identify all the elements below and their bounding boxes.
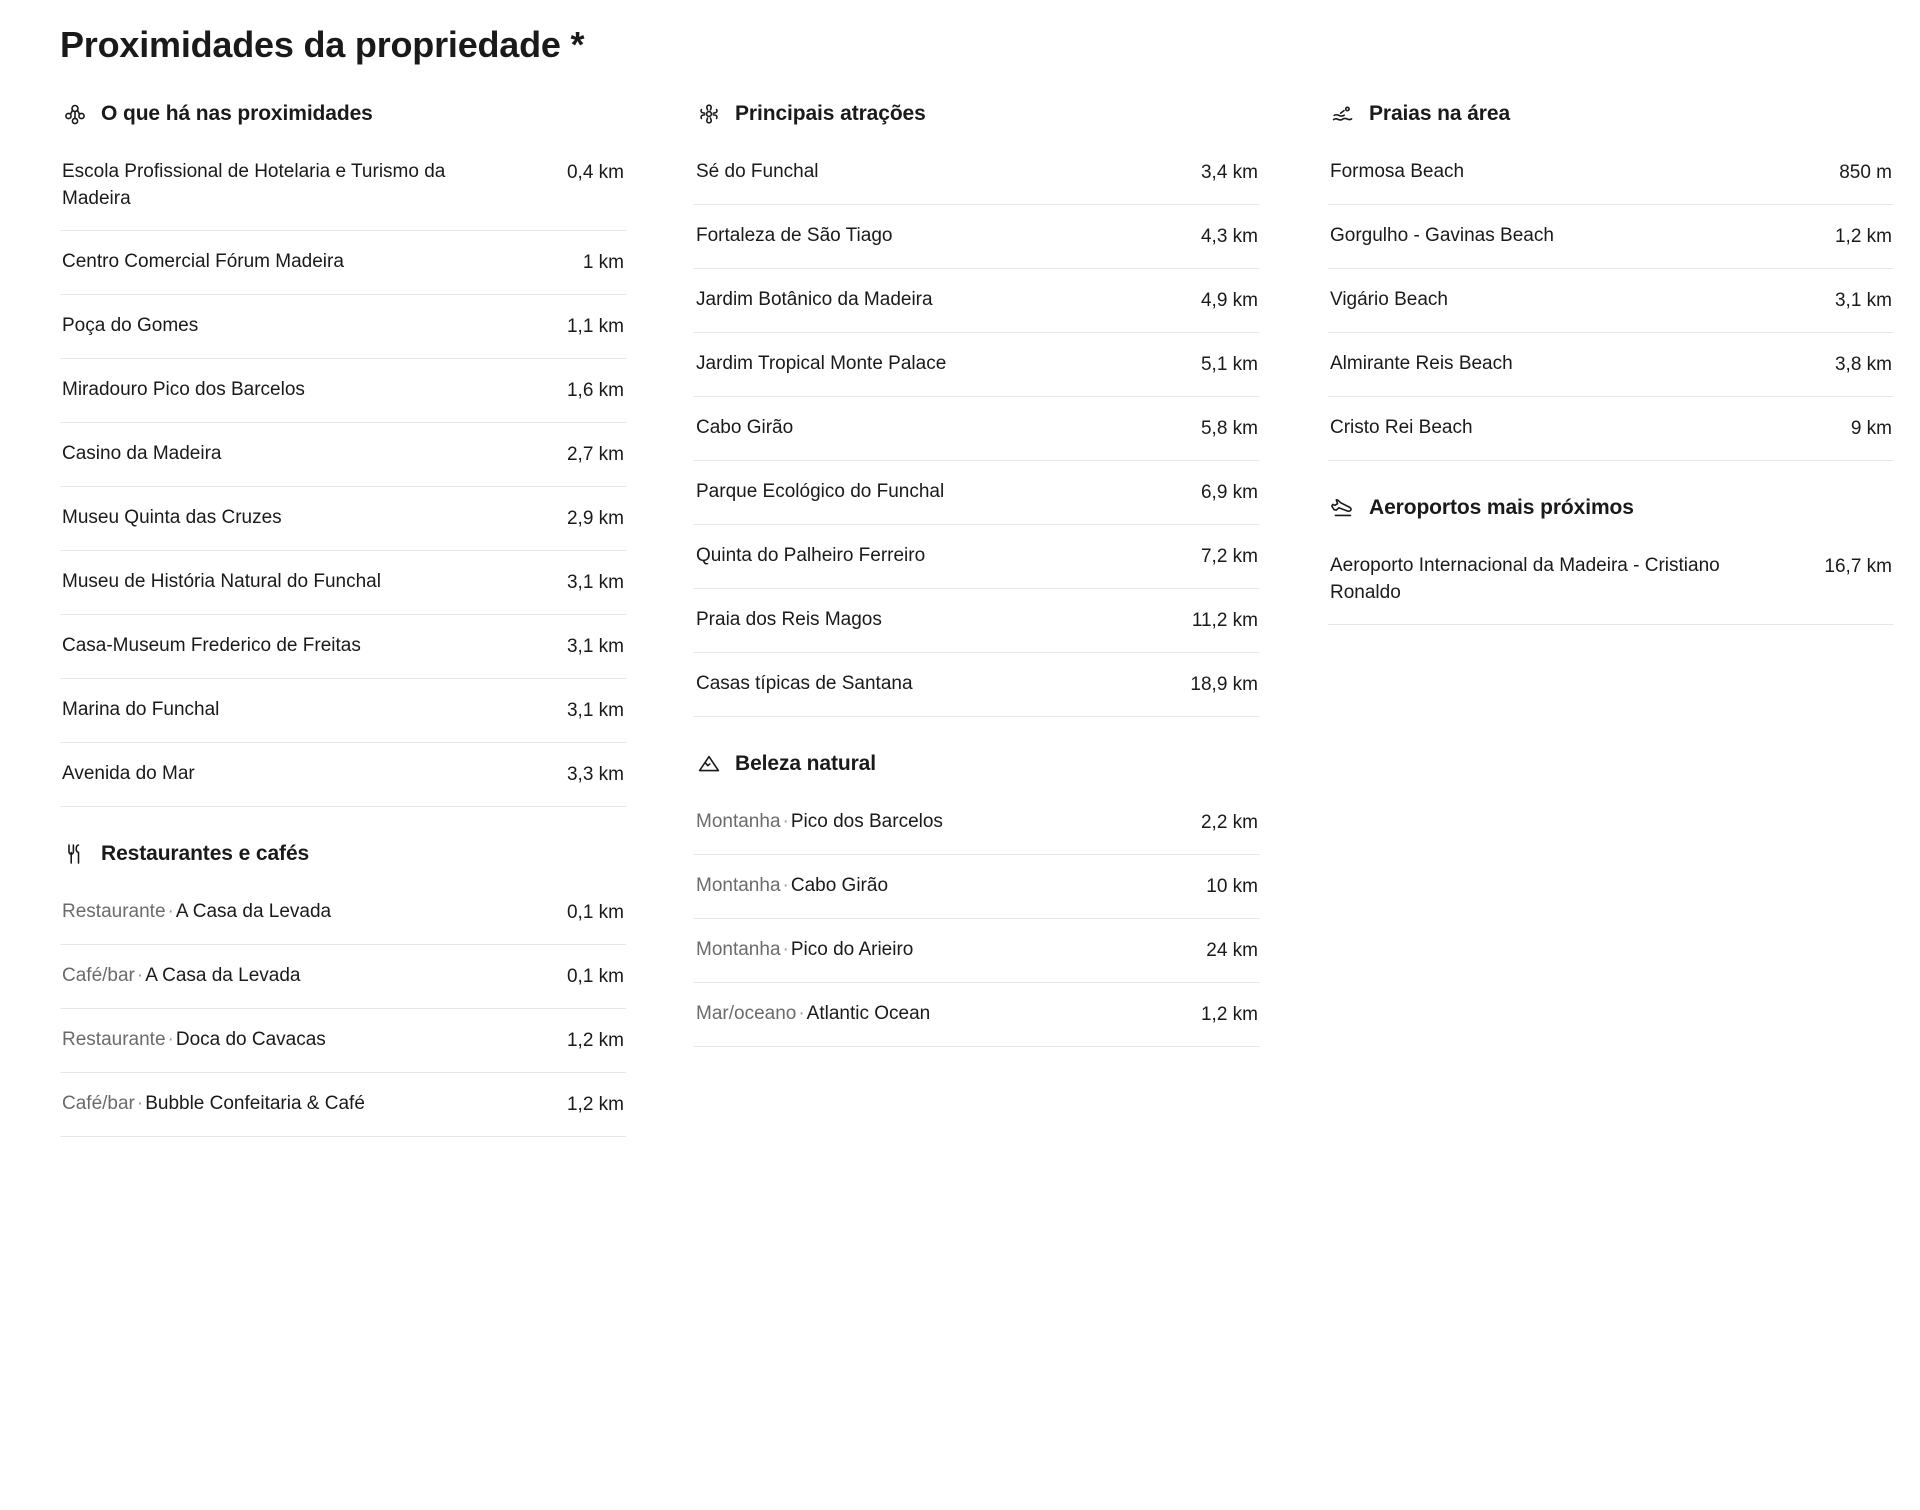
- item-name: [696, 937, 913, 964]
- list-item[interactable]: [1328, 141, 1894, 205]
- item-name: Cabo Girão: [696, 416, 794, 438]
- item-label: A Casa da Levada: [145, 964, 301, 986]
- item-name: Praia dos Reis Magos: [696, 608, 882, 630]
- group-header: [60, 841, 626, 867]
- item-distance: 10 km: [1206, 875, 1258, 897]
- group-title: Restaurantes e cafés: [101, 841, 310, 865]
- list-item[interactable]: [60, 295, 626, 359]
- separator: ·: [782, 810, 789, 832]
- list-item[interactable]: [60, 551, 626, 615]
- separator: ·: [782, 874, 789, 896]
- group-header: [694, 101, 1260, 127]
- list-item[interactable]: [694, 983, 1260, 1047]
- column-nearby: [60, 101, 626, 1155]
- item-name: [696, 873, 888, 900]
- item-label: Pico do Arieiro: [790, 938, 914, 960]
- list-item[interactable]: [60, 945, 626, 1009]
- item-distance: 1,2 km: [1200, 1003, 1258, 1025]
- list-item[interactable]: [694, 525, 1260, 589]
- page-title: Proximidades da propriedade *: [60, 24, 585, 65]
- item-name: Aeroporto Internacional da Madeira - Cristiano Ronaldo: [1330, 554, 1720, 603]
- item-distance: 0,1 km: [566, 965, 624, 987]
- item-distance: 16,7 km: [1824, 555, 1892, 577]
- list-natural-beauty: [694, 791, 1260, 1047]
- item-distance: 5,1 km: [1200, 353, 1258, 375]
- separator: ·: [167, 900, 174, 922]
- item-distance: 3,1 km: [566, 699, 624, 721]
- item-distance: 11,2 km: [1191, 609, 1258, 631]
- item-label: Doca do Cavacas: [175, 1028, 326, 1050]
- item-type: Café/bar: [62, 964, 135, 986]
- group-title: Principais atrações: [735, 102, 926, 125]
- item-distance: 4,3 km: [1200, 225, 1258, 247]
- group-o-que-ha-nas-proximidades: [60, 101, 626, 807]
- item-type: Restaurante: [62, 1028, 166, 1050]
- group-header: [1328, 495, 1894, 521]
- item-name: Marina do Funchal: [62, 698, 220, 720]
- list-item[interactable]: [1328, 397, 1894, 461]
- group-title: Beleza natural: [735, 751, 876, 775]
- list-item[interactable]: [60, 679, 626, 743]
- item-name: [62, 963, 301, 990]
- mountain-icon: [696, 751, 722, 777]
- item-distance: 24 km: [1206, 939, 1258, 961]
- list-airports: [1328, 535, 1894, 625]
- list-item[interactable]: [60, 1073, 626, 1137]
- item-distance: 2,2 km: [1200, 811, 1258, 833]
- item-distance: 1 km: [582, 251, 624, 273]
- item-distance: 4,9 km: [1200, 289, 1258, 311]
- item-type: Café/bar: [62, 1092, 135, 1114]
- list-item[interactable]: [60, 359, 626, 423]
- list-item[interactable]: [60, 881, 626, 945]
- surroundings-columns: [60, 101, 1892, 1155]
- item-name: Quinta do Palheiro Ferreiro: [696, 544, 926, 566]
- item-name: Jardim Tropical Monte Palace: [696, 352, 947, 374]
- item-distance: 7,2 km: [1200, 545, 1258, 567]
- group-title: O que há nas proximidades: [101, 102, 373, 125]
- item-name: Vigário Beach: [1330, 288, 1448, 310]
- item-distance: 3,1 km: [566, 571, 624, 593]
- item-distance: 3,8 km: [1834, 353, 1892, 375]
- item-distance: 5,8 km: [1200, 417, 1258, 439]
- item-type: Montanha: [696, 938, 781, 960]
- list-item[interactable]: [694, 589, 1260, 653]
- item-name: Casino da Madeira: [62, 442, 222, 464]
- item-distance: 850 m: [1839, 162, 1892, 183]
- item-distance: 2,9 km: [566, 507, 624, 529]
- item-name: [62, 1091, 365, 1118]
- group-beleza-natural: [694, 751, 1260, 1047]
- item-name: Casas típicas de Santana: [696, 672, 913, 694]
- list-item[interactable]: [60, 423, 626, 487]
- group-header: [60, 101, 626, 127]
- group-title: Praias na área: [1369, 102, 1511, 125]
- item-distance: 1,2 km: [566, 1029, 624, 1051]
- group-header: [694, 751, 1260, 777]
- list-beaches: [1328, 141, 1894, 461]
- column-beaches-airports: [1328, 101, 1894, 643]
- item-distance: 1,1 km: [566, 315, 624, 337]
- column-attractions: [694, 101, 1260, 1065]
- list-item[interactable]: [60, 615, 626, 679]
- item-distance: 9 km: [1850, 417, 1892, 439]
- group-principais-atracoes: [694, 101, 1260, 717]
- list-item[interactable]: [1328, 535, 1894, 625]
- item-name: Jardim Botânico da Madeira: [696, 288, 933, 310]
- separator: ·: [167, 1028, 174, 1050]
- group-aeroportos-mais-proximos: [1328, 495, 1894, 625]
- item-name: Museu de História Natural do Funchal: [62, 570, 381, 592]
- list-attractions: [694, 141, 1260, 717]
- list-item[interactable]: [60, 141, 626, 231]
- group-praias-na-area: [1328, 101, 1894, 461]
- item-distance: 3,3 km: [566, 763, 624, 785]
- group-header: [1328, 101, 1894, 127]
- item-name: Centro Comercial Fórum Madeira: [62, 250, 344, 272]
- item-name: [62, 1027, 326, 1054]
- item-name: Miradouro Pico dos Barcelos: [62, 378, 305, 400]
- item-name: Formosa Beach: [1330, 161, 1465, 182]
- list-item[interactable]: [694, 919, 1260, 983]
- item-distance: 1,2 km: [1834, 225, 1892, 247]
- airplane-icon: [1330, 495, 1356, 521]
- item-name: Almirante Reis Beach: [1330, 352, 1513, 374]
- separator: ·: [136, 964, 144, 986]
- item-distance: 18,9 km: [1190, 673, 1258, 695]
- group-restaurantes-e-cafes: [60, 841, 626, 1137]
- list-nearby: [60, 141, 626, 807]
- item-type: Mar/oceano: [696, 1002, 797, 1024]
- item-type: Restaurante: [62, 900, 166, 922]
- item-label: Bubble Confeitaria & Café: [145, 1092, 365, 1114]
- separator: ·: [798, 1002, 805, 1024]
- list-item[interactable]: [694, 855, 1260, 919]
- item-type: Montanha: [696, 874, 781, 896]
- item-name: Sé do Funchal: [696, 161, 819, 182]
- list-item[interactable]: [694, 461, 1260, 525]
- item-name: [696, 1001, 930, 1028]
- item-distance: 3,4 km: [1200, 162, 1258, 183]
- landmark-icon: [696, 101, 722, 127]
- item-name: [696, 809, 943, 836]
- nearby-attractions-icon: [62, 101, 88, 127]
- list-item[interactable]: [60, 487, 626, 551]
- item-label: Atlantic Ocean: [806, 1002, 931, 1024]
- item-name: Escola Profissional de Hotelaria e Turismo da Madeira: [62, 161, 446, 209]
- item-name: Avenida do Mar: [62, 762, 195, 784]
- item-distance: 3,1 km: [1834, 289, 1892, 311]
- item-name: Museu Quinta das Cruzes: [62, 506, 282, 528]
- item-distance: 3,1 km: [566, 635, 624, 657]
- group-title: Aeroportos mais próximos: [1369, 495, 1634, 519]
- list-item[interactable]: [1328, 333, 1894, 397]
- item-distance: 0,4 km: [566, 162, 624, 183]
- list-item[interactable]: [694, 141, 1260, 205]
- list-item[interactable]: [694, 205, 1260, 269]
- item-distance: 1,2 km: [566, 1093, 624, 1115]
- list-item[interactable]: [694, 333, 1260, 397]
- list-item[interactable]: [694, 269, 1260, 333]
- item-label: A Casa da Levada: [175, 900, 332, 922]
- item-name: Casa-Museum Frederico de Freitas: [62, 634, 361, 656]
- item-distance: 6,9 km: [1200, 481, 1258, 503]
- list-item[interactable]: [1328, 269, 1894, 333]
- list-item[interactable]: [694, 397, 1260, 461]
- item-name: Cristo Rei Beach: [1330, 416, 1473, 438]
- list-item[interactable]: [694, 791, 1260, 855]
- list-item[interactable]: [60, 231, 626, 295]
- item-type: Montanha: [696, 810, 781, 832]
- restaurant-icon: [62, 841, 88, 867]
- item-distance: 0,1 km: [566, 901, 624, 923]
- item-name: Gorgulho - Gavinas Beach: [1330, 224, 1554, 246]
- list-restaurants: [60, 881, 626, 1137]
- list-item[interactable]: [1328, 205, 1894, 269]
- item-name: Parque Ecológico do Funchal: [696, 480, 945, 502]
- item-name: Fortaleza de São Tiago: [696, 224, 893, 246]
- item-name: [62, 899, 331, 926]
- item-name: Poça do Gomes: [62, 314, 199, 336]
- list-item[interactable]: [60, 743, 626, 807]
- list-item[interactable]: [60, 1009, 626, 1073]
- item-label: Pico dos Barcelos: [790, 810, 943, 832]
- beach-icon: [1330, 101, 1356, 127]
- item-distance: 2,7 km: [566, 443, 624, 465]
- list-item[interactable]: [694, 653, 1260, 717]
- item-distance: 1,6 km: [566, 379, 624, 401]
- separator: ·: [782, 938, 789, 960]
- separator: ·: [136, 1092, 144, 1114]
- item-label: Cabo Girão: [790, 874, 889, 896]
